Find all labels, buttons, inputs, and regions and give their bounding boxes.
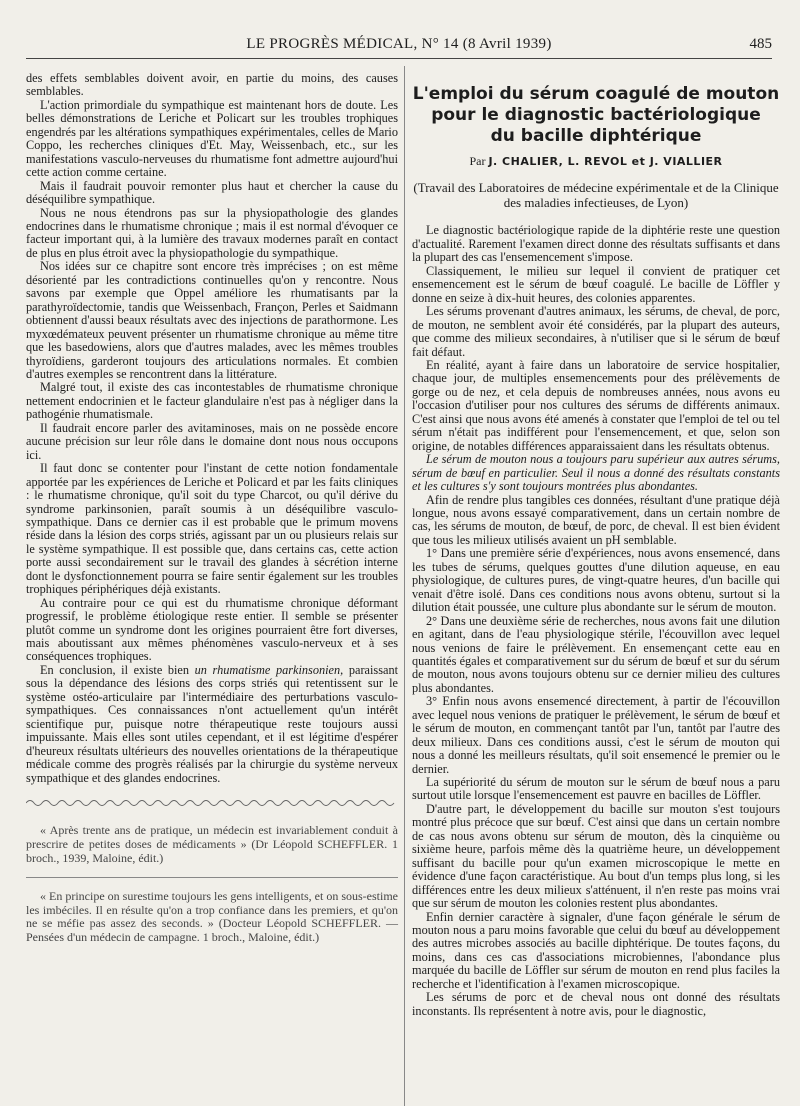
conclusion-paragraph xyxy=(26,664,398,785)
italic-paragraph: Le sérum de mouton nous a toujours paru supérieur aux autres sérums, sérum de bœuf en particulier. Seul il nous a donné des résultats constants et les cultures s'y sont toujours montrées plus abondantes. xyxy=(412,452,780,494)
quote-text: « En principe on surestime toujours les gens intelligents, et on sous-estime les imbéciles. Il en résulte qu'on a trop confiance dans les premiers, et qu'on ne se méfie pas assez des seconds. » (Docteur Léopold SCHEFFLER. — Pensées d'un médecin de campagne. 1 broch., Maloine, édit.) xyxy=(26,889,398,945)
paragraph: En réalité, ayant à faire dans un laboratoire de service hospitalier, chaque jour, de multiples ensemencements pour des prélèvements de gorge ou de nez, et cela depuis de nombreuses années, nous avons eu l'occasion d'utiliser pour nos cultures des sérums de différents animaux. C'est ainsi que nous avons été amenés à constater que l'emploi de tel ou tel sérum n'était pas indifférent pour l'ensemencement, et que, selon son origine, de notables différences apparaissaient dans les résultats obtenus. xyxy=(412,357,780,453)
byline-prefix: Par xyxy=(469,154,486,168)
quote-separator xyxy=(26,877,398,878)
paragraph: Les sérums de porc et de cheval nous ont donné des résultats inconstants. Ils représentent à notre avis, pour le diagnostic, xyxy=(412,990,780,1018)
paragraph: Il faut donc se contenter pour l'instant de cette notion fondamentale apportée par les expériences de Leriche et Policard et par les faits cliniques : le rhumatisme chronique, qu'il soit du type Charcot, ou qu'il dérive du syndrome parkinsonien, paraît soumis à un déséquilibre vasculo-sympathique. Dans ce dernier cas il est probable que le primum movens réside dans la lésion des corps striés, agissant par un ou plusieurs relais sur le système sympathique. Il est possible que, dans certains cas, cette action porte aussi secondairement sur le travail des glandes à sécrétion interne dont le dysfonctionnement pourra se faire sentir également sur les troubles trophiques périphériques déjà existants. xyxy=(26,461,398,597)
affiliation: (Travail des Laboratoires de médecine expérimentale et de la Clinique des maladies infectieuses, de Lyon) xyxy=(413,180,779,211)
wavy-separator xyxy=(26,797,398,809)
article-title xyxy=(412,84,780,147)
quote-text: « Après trente ans de pratique, un médecin est invariablement conduit à prescrire de petites doses de médicaments » (Dr Léopold SCHEFFLER. 1 broch., 1939, Maloine, édit.) xyxy=(26,823,398,865)
paragraph: 2° Dans une deuxième série de recherches, nous avons fait une dilution en agitant, dans de l'eau physiologique stérile, l'écouvillon avec lequel nous venions de faire le prélèvement. En ensemençant cette eau en quantités égales et comparativement sur du sérum de bœuf et sur du sérum de mouton, nous avons toujours obtenu sur ce dernier milieu des cultures plus abondantes. xyxy=(412,613,780,695)
paragraph: Au contraire pour ce qui est du rhumatisme chronique déformant progressif, le problème étiologique reste entier. Il semble se présenter plutôt comme un syndrome dont les origines pourraient être fort diverses, mais aboutissant aux mêmes phénomènes vasculo-nerveux et à ses conséquences trophiques. xyxy=(26,595,398,664)
page-number: 485 xyxy=(749,36,772,52)
paragraph: 1° Dans une première série d'expériences, nous avons ensemencé, dans les tubes de sérums, quelques gouttes d'une dilution aqueuse, en eau physiologique, de cultures pures, de vingt-quatre heures, d'un bacille qui venait d'être isolé. Dans ces conditions nous avons obtenu, surtout si la dilution était poussée, une culture plus abondante sur le sérum de mouton. xyxy=(412,546,780,615)
conclusion-start: En conclusion, il existe bien xyxy=(40,662,195,677)
paragraph: La supériorité du sérum de mouton sur le sérum de bœuf nous a paru surtout utile lorsque l'ensemencement est pauvre en bacilles de Löffler. xyxy=(412,775,780,803)
paragraph: Les sérums provenant d'autres animaux, les sérums, de cheval, de porc, de mouton, ne semblent avoir été considérés, par la plupart des auteurs, que comme des milieux secondaires, à n'utiliser que si le sérum de bœuf fait défaut. xyxy=(412,304,780,359)
paragraph: Malgré tout, il existe des cas incontestables de rhumatisme chronique nettement endocrinien et le facteur glandulaire n'est pas à négliger dans la pathogénie rhumatismale. xyxy=(26,380,398,422)
quote-block xyxy=(26,890,398,944)
left-column xyxy=(26,72,398,945)
paragraph: Nos idées sur ce chapitre sont encore très imprécises ; on est même désorienté par les contradictions continuelles qu'on y rencontre. Nous savons par exemple que Oppel améliore les rhumatisants par la parathyroïdectomie, tandis que Weissenbach, Françon, Perles et Saidmann obtiennent d'aussi beaux résultats avec des injections de parathormone. Les myxœdémateux peuvent présenter un rhumatisme chronique au même titre que les basedowiens, alors que d'autres malades, avec les mêmes troubles thyroïdiens, garderont toujours des articulations normales. Et combien d'autres exemples se rencontrent dans la littérature. xyxy=(26,259,398,381)
paragraph: L'action primordiale du sympathique est maintenant hors de doute. Les belles démonstrations de Leriche et Policart sur les troubles trophiques engendrés par les altérations sympathiques expérimentales, celles de Mario Coppo, les recherches cliniques d'Et. May, Weissenbach, etc., sur les manifestations vasculo-nerveuses du rhumatisme font admettre aujourd'hui cette action comme certaine. xyxy=(26,97,398,180)
header-rule xyxy=(26,58,772,59)
journal-title: LE PROGRÈS MÉDICAL, N° 14 (8 Avril 1939) xyxy=(246,36,552,52)
running-header xyxy=(26,36,772,56)
paragraph: des effets semblables doivent avoir, en partie du moins, des causes semblables. xyxy=(26,71,398,99)
paragraph: Il faudrait encore parler des avitaminoses, mais on ne possède encore aucune précision sur leur rôle dans le domaine dont nous nous occupons ici. xyxy=(26,420,398,462)
byline xyxy=(412,155,780,168)
conclusion-rest: paraissant sous la dépendance des lésions des corps striés qui retentissent sur le système ostéo-articulaire par l'intermédiaire des perturbations vasculo-sympathiques. Ces connaissances n'ont actuellement qu'un intérêt scientifique pur, puisque notre thérapeutique reste toujours aussi impuissante. Mais elles sont utiles cependant, et il est légitime d'espérer d'heureux résultats ultérieurs des nouvelles orientations de la thérapeutique médicale comme des progrès réalisés par la chirurgie du système nerveux sympathique et des glandes endocrines. xyxy=(26,662,399,785)
paragraph: Le diagnostic bactériologique rapide de la diphtérie reste une question d'actualité. Rarement l'examen direct donne des résultats suffisants et dans la plupart des cas l'ensemencement s'impose. xyxy=(412,223,780,265)
paragraph: Classiquement, le milieu sur lequel il convient de pratiquer cet ensemencement est le sérum de bœuf coagulé. Le bacille de Löffler y donne en seize à dix-huit heures, des colonies apparentes. xyxy=(412,263,780,305)
column-divider xyxy=(404,66,405,1106)
paragraph: Enfin dernier caractère à signaler, d'une façon générale le sérum de mouton nous a paru moins favorable que celui du bœuf au développement des autres microbes associés au bacille diphtérique. De toutes façons, du moins, dans ces cas d'associations microbiennes, l'abondance plus marquée du bacille de Löffler sur sérum de mouton en rend plus faciles la recherche et l'identification à l'examen microscopique. xyxy=(412,909,780,991)
paragraph: Mais il faudrait pouvoir remonter plus haut et chercher la cause du déséquilibre sympathique. xyxy=(26,178,398,207)
article-title-line: du bacille diphtérique xyxy=(490,126,702,146)
paragraph: D'autre part, le développement du bacille sur mouton s'est toujours montré plus précoce que sur bœuf. C'est ainsi que dans un certain nombre de cas nous avons obtenu sur sérum de mouton, dès la cinquième ou sixième heure, parfois même dès la quatrième heure, un développement suffisant du bacille pour qu'un examen microscopique le mette en évidence d'une façon caractéristique. Au bout d'un temps plus long, si les différences entre les deux milieux s'atténuent, il n'en reste pas moins vrai que sur sérum de mouton les colonies restent plus abondantes. xyxy=(412,801,780,911)
right-column xyxy=(412,72,780,1018)
conclusion-italic: un rhumatisme parkinsonien, xyxy=(194,662,344,677)
paragraph: Nous ne nous étendrons pas sur la physiopathologie des glandes endocrines dans le rhumatisme chronique ; mais il est normal d'évoquer ce facteur important qui, à la lumière des travaux modernes paraît en contact de plus en plus étroit avec la physiopathologie du sympathique. xyxy=(26,205,398,260)
article-title-line: pour le diagnostic bactériologique xyxy=(431,105,761,125)
paragraph: Afin de rendre plus tangibles ces données, résultant d'une pratique déjà longue, nous avons essayé comparativement, dans un certain nombre de cas, les sérums de mouton, de bœuf, de porc, de cheval. Il est bien évident que tous les milieux utilisés avaient un pH semblable. xyxy=(412,492,780,547)
quote-block xyxy=(26,824,398,865)
article-title-line: L'emploi du sérum coagulé de mouton xyxy=(412,84,780,104)
author-names: J. CHALIER, L. REVOL et J. VIALLIER xyxy=(488,155,723,168)
paragraph: 3° Enfin nous avons ensemencé directement, à partir de l'écouvillon avec lequel nous venions de pratiquer le prélèvement, le sérum de bœuf et le sérum de mouton, en commençant tantôt par l'un, tantôt par l'autre des deux milieux. Dans ces conditions aussi, c'est le sérum de mouton qui nous a donné les meilleurs résultats, qu'il soit ensemencé le premier ou le dernier. xyxy=(412,694,780,776)
